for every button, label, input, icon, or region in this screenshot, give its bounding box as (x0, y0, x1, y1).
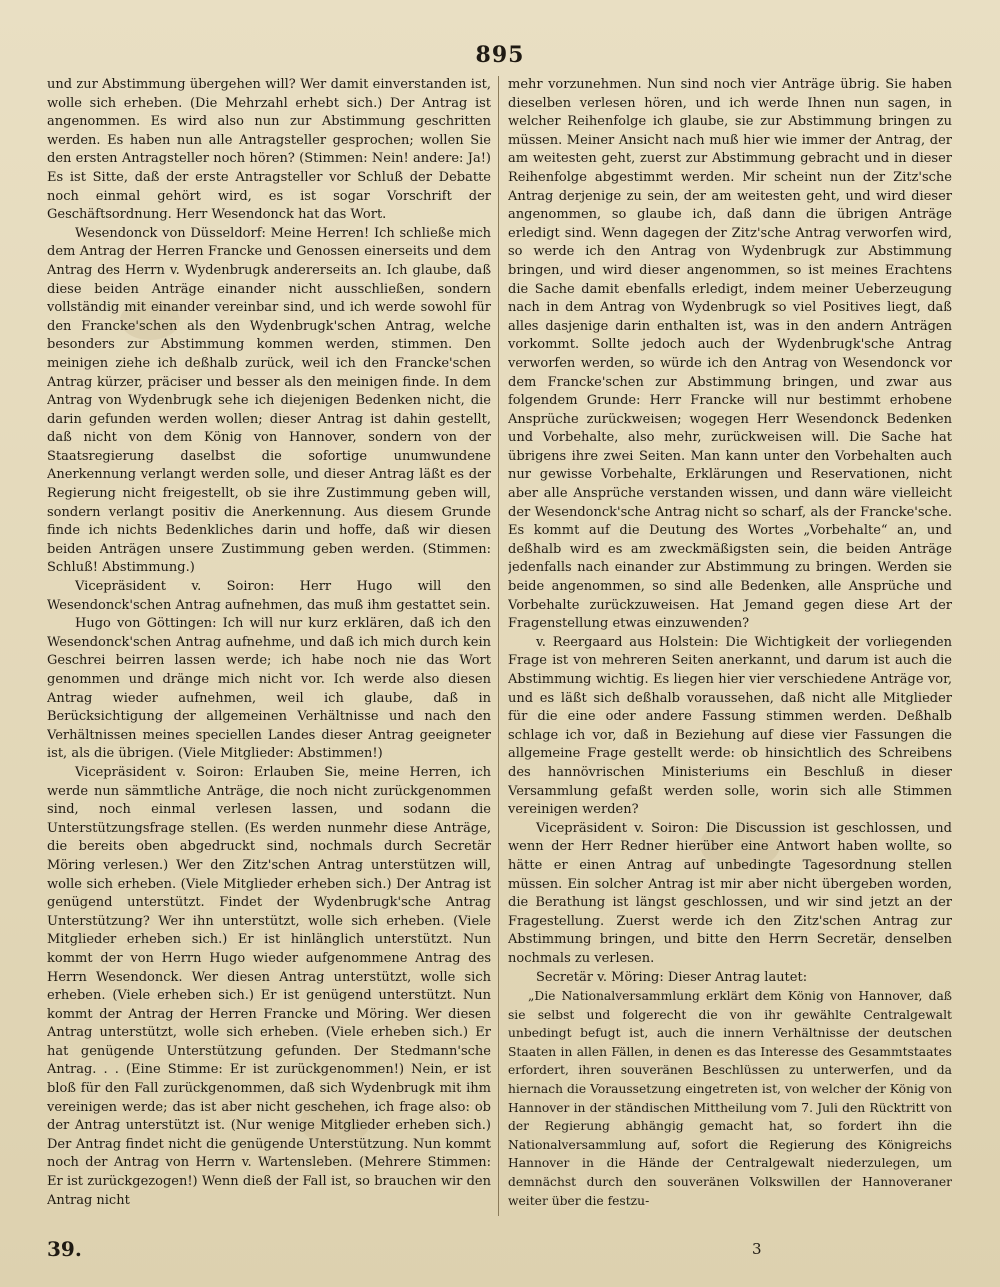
paragraph: Vicepräsident v. Soiron: Erlauben Sie, meine Herren, ich werde nun sämmtliche Anträge, die noch nicht zurückgenommen sind, noch einmal verlesen lassen, und sodann die Unterstützungsfrage stellen. (Es werden nunmehr diese Anträge, die bereits oben abgedruckt sind, nochmals durch Secretär Möring verlesen.) Wer den Zitz'schen Antrag unterstützen will, wolle sich erheben. (Viele Mitglieder erheben sich.) Der Antrag ist genügend unterstützt. Findet der Wydenbrugk'sche Antrag Unterstützung? Wer ihn unterstützt, wolle sich erheben. (Viele Mitglieder erheben sich.) Er ist hinlänglich unterstützt. Nun kommt der von Herrn Hugo wieder aufgenommene Antrag des Herrn Wesendonck. Wer diesen Antrag unterstützt, wolle sich erheben. (Viele erheben sich.) Er ist genügend unterstützt. Nun kommt der Antrag der Herren Francke und Möring. Wer diesen Antrag unterstützt, wolle sich erheben. (Viele erheben sich.) Er hat genügende Unterstützung gefunden. Der Stedmann'sche Antrag. . . (Eine Stimme: Er ist zurückgenommen!) Nein, er ist bloß für den Fall zurückgenommen, daß sich Wydenbrugk mit ihm vereinigen werde; das ist aber nicht geschehen, ich frage also: ob der Antrag unterstützt ist. (Nur wenige Mitglieder erheben sich.) Der Antrag findet nicht die genügende Unterstützung. Nun kommt noch der Antrag von Herrn v. Wartensleben. (Mehrere Stimmen: Er ist zurückgezogen!) Wenn dieß der Fall ist, so brauchen wir den Antrag nicht (47, 764, 491, 1208)
paragraph: Hugo von Göttingen: Ich will nur kurz erklären, daß ich den Wesendonck'schen Antrag aufnehme, und daß ich mich durch kein Geschrei beirren lassen werde; ich habe noch nie das Wort genommen und dränge mich nicht vor. Ich werde also diesen Antrag wieder aufnehmen, weil ich glaube, daß in Berücksichtigung der allgemeinen Verhältnisse und nach den Verhältnissen meines speciellen Landes dieser Antrag geeigneter ist, als die übrigen. (Viele Mitglieder: Abstimmen!) (47, 616, 491, 762)
page-number: 895 (475, 42, 525, 68)
paragraph: Wesendonck von Düsseldorf: Meine Herren! Ich schließe mich dem Antrag der Herren Francke und Genossen einerseits und dem Antrag des Herrn v. Wydenbrugk andererseits an. Ich glaube, daß diese beiden Anträge einander nicht ausschließen, sondern vollständig mit einander vereinbar sind, und ich werde sowohl für den Francke'schen als den Wydenbrugk'schen Antrag, welche besonders zur Abstimmung kommen werden, stimmen. Den meinigen ziehe ich deßhalb zurück, weil ich den Francke'schen Antrag kürzer, präciser und besser als den meinigen finde. In dem Antrag von Wydenbrugk sehe ich diejenigen Bedenken nicht, die darin gefunden werden wollen; dieser Antrag ist dahin gestellt, daß nicht von dem König von Hannover, sondern von der Staatsregierung daselbst die sofortige unumwundene Anerkennung verlangt werden solle, und dieser Antrag läßt es der Regierung nicht freigestellt, ob sie ihre Zustimmung geben will, sondern verlangt positiv die Anerkennung. Aus diesem Grunde finde ich nichts Bedenkliches darin und hoffe, daß wir diesen beiden Anträgen unsere Zustimmung geben werden. (Stimmen: Schluß! Abstimmung.) (47, 225, 491, 576)
paragraph: Secretär v. Möring: Dieser Antrag lautet: (536, 969, 808, 985)
paragraph: mehr vorzunehmen. Nun sind noch vier Anträge übrig. Sie haben dieselben verlesen hören, und ich werde Ihnen nun sagen, in welcher Reihenfolge ich glaube, sie zur Abstimmung bringen zu müssen. Meiner Ansicht nach muß hier wie immer der Antrag, der am weitesten geht, zuerst zur Abstimmung gebracht und in dieser Reihenfolge abgestimmt werden. Mir scheint nun der Zitz'sche Antrag derjenige zu sein, der am weitesten geht, und wird dieser angenommen, so glaube ich, daß dann die übrigen Anträge erledigt sind. Wenn dagegen der Zitz'sche Antrag verworfen wird, so werde ich den Antrag von Wydenbrugk zur Abstimmung bringen, und wird dieser angenommen, so ist meines Erachtens die Sache damit ebenfalls erledigt, indem meiner Ueberzeugung nach in dem Antrag von Wydenbrugk so viel Positives liegt, daß alles dasjenige darin enthalten ist, was in den andern Anträgen vorkommt. Sollte jedoch auch der Wydenbrugk'sche Antrag verworfen werden, so würde ich den Antrag von Wesendonck vor dem Francke'schen zur Abstimmung bringen, und zwar aus folgendem Grunde: Herr Francke will nur bestimmt erhobene Ansprüche zurückweisen; wogegen Herr Wesendonck Bedenken und Vorbehalte, also mehr, zurückweisen will. Die Sache hat übrigens ihre zwei Seiten. Man kann unter den Vorbehalten auch nur gewisse Vorbehalte, Erklärungen und Reservationen, nicht aber alle Ansprüche verstanden wissen, und dann wäre vielleicht der Wesendonck'sche Antrag nicht so scharf, als der Francke'sche. Es kommt auf die Deutung des Wortes „Vorbehalte“ an, und deßhalb wird es am zweckmäßigsten sein, die beiden Anträge jedenfalls nach einander zur Abstimmung zu bringen. Werden sie beide angenommen, so sind alle Bedenken, alle Ansprüche und Vorbehalte zurückzuweisen. Hat Jemand gegen diese Art der Fragenstellung etwas einzuwenden? (508, 77, 952, 632)
right-column (508, 76, 952, 1221)
left-column (47, 76, 491, 1221)
paragraph: Vicepräsident v. Soiron: Die Discussion ist geschlossen, und wenn der Herr Redner hierüber eine Antwort haben wollte, so hätte er einen Antrag auf unbedingte Tagesordnung stellen müssen. Ein solcher Antrag ist mir aber nicht übergeben worden, die Berathung ist längst geschlossen, und wir sind jetzt an der Fragestellung. Zuerst werde ich den Zitz'schen Antrag zur Abstimmung bringen, und bitte den Herrn Secretär, denselben nochmals zu verlesen. (508, 820, 952, 966)
column-divider (498, 76, 499, 1216)
folio-number: 3 (752, 1240, 762, 1258)
paragraph: v. Reergaard aus Holstein: Die Wichtigkeit der vorliegenden Frage ist von mehreren Seiten anerkannt, und darum ist auch die Abstimmung wichtig. Es liegen hier vier verschiedene Anträge vor, und es läßt sich deßhalb voraussehen, daß nicht alle Mitglieder für die eine oder andere Fassung stimmen werden. Deßhalb schlage ich vor, daß in Beziehung auf diese vier Fassungen die allgemeine Frage gestellt werde: ob hinsichtlich des Schreibens des hannövrischen Ministeriums ein Beschluß in dieser Versammlung gefaßt werden solle, worin sich alle Stimmen vereinigen werden? (508, 634, 952, 818)
sheet-signature: 39. (47, 1237, 82, 1261)
paragraph: Vicepräsident v. Soiron: Herr Hugo will den Wesendonck'schen Antrag aufnehmen, das muß ihm gestattet sein. (47, 579, 491, 613)
quoted-motion: „Die Nationalversammlung erklärt dem König von Hannover, daß sie selbst und folgerecht die von ihr gewählte Centralgewalt unbedingt befugt ist, auch die innern Verhältnisse der deutschen Staaten in allen Fällen, in denen es das Interesse des Gesammtstaates erfordert, ihren souveränen Beschlüssen zu unterwerfen, und da hiernach die Voraussetzung eingetreten ist, von welcher der König von Hannover in der ständischen Mittheilung vom 7. Juli den Rücktritt von der Regierung abhängig gemacht hat, so fordert ihn die Nationalversammlung auf, sofort die Regierung des Königreichs Hannover in die Hände der Centralgewalt niederzulegen, um demnächst durch den souveränen Volkswillen der Hannoveraner weiter über die festzu- (508, 989, 952, 1208)
paragraph: und zur Abstimmung übergehen will? Wer damit einverstanden ist, wolle sich erheben. (Die Mehrzahl erhebt sich.) Der Antrag ist angenommen. Es wird also nun zur Abstimmung geschritten werden. Es haben nun alle Antragsteller gesprochen; wollen Sie den ersten Antragsteller noch hören? (Stimmen: Nein! andere: Ja!) Es ist Sitte, daß der erste Antragsteller vor Schluß der Debatte noch einmal gehört wird, es ist sogar Vorschrift der Geschäftsordnung. Herr Wesendonck hat das Wort. (47, 77, 491, 223)
